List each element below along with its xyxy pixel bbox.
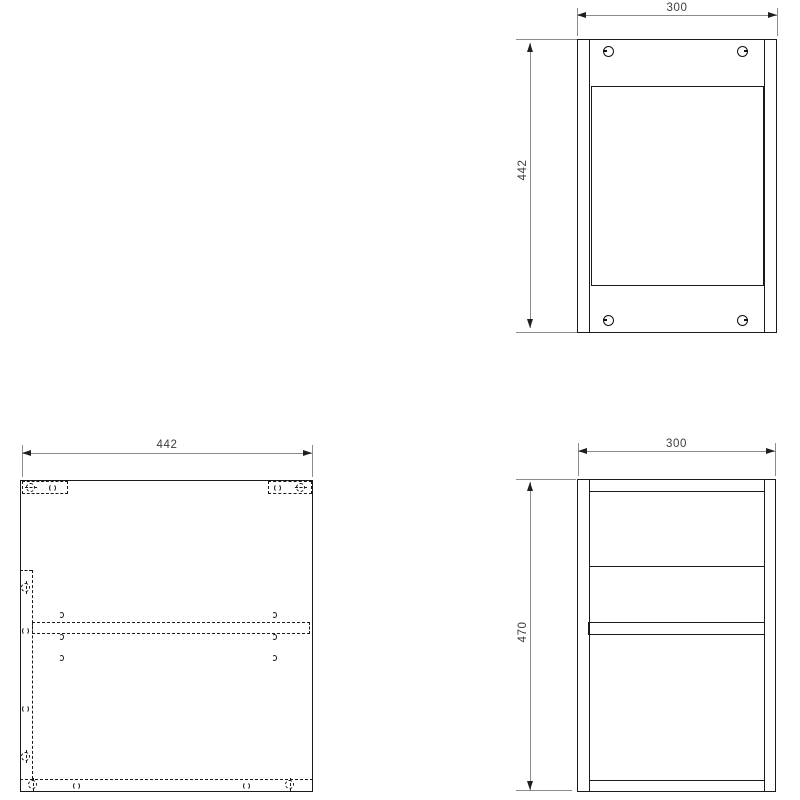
hidden-left-stile-line <box>32 570 33 779</box>
hidden-bottom-rail-line <box>20 779 313 780</box>
dowel-hole-icon <box>274 484 281 492</box>
dowel-hole-icon <box>243 782 250 790</box>
front-right-side-edge <box>764 39 765 333</box>
side-outline <box>577 479 776 792</box>
dimension-arrow-icon <box>527 319 533 328</box>
cam-lock-icon <box>21 752 30 761</box>
extension-line <box>516 39 577 40</box>
dimension-arrow-icon <box>527 482 533 491</box>
side-bottom-panel-line <box>590 780 764 781</box>
cam-lock-icon <box>28 780 37 789</box>
dimension-arrow-icon <box>527 43 533 52</box>
side-rail-line <box>590 566 764 567</box>
dimension-line <box>578 451 775 452</box>
screw-icon <box>737 315 748 326</box>
extension-line <box>516 332 577 333</box>
screw-icon <box>603 46 614 57</box>
pin-hole-icon <box>59 612 64 618</box>
dimension-label-front-height: 442 <box>517 159 529 181</box>
dimension-label-front-width: 300 <box>666 2 688 14</box>
cam-lock-icon <box>21 583 30 592</box>
dimension-line <box>530 482 531 790</box>
screw-icon <box>603 315 614 326</box>
side-back-edge <box>764 479 765 792</box>
dimension-line <box>577 15 777 16</box>
dowel-hole-icon <box>73 782 80 790</box>
pin-hole-icon <box>59 655 64 661</box>
cam-lock-icon <box>26 483 35 492</box>
pin-hole-icon <box>272 634 277 640</box>
cam-lock-icon <box>285 780 294 789</box>
side-top-panel-line <box>590 491 764 492</box>
dimension-label-side-width: 300 <box>666 438 687 450</box>
extension-line <box>516 790 572 791</box>
pin-hole-icon <box>272 655 277 661</box>
extension-line <box>777 8 778 36</box>
pin-hole-icon <box>59 634 64 640</box>
extension-line <box>775 443 776 476</box>
front-opening-outline <box>591 86 764 286</box>
pin-hole-icon <box>272 612 277 618</box>
dowel-hole-icon <box>22 627 29 635</box>
cam-lock-icon <box>296 483 305 492</box>
side-shelf-outline <box>588 622 765 635</box>
screw-slot <box>744 50 748 52</box>
dowel-hole-icon <box>49 484 56 492</box>
screw-slot <box>603 50 607 52</box>
screw-icon <box>737 46 748 57</box>
hidden-shelf-outline <box>32 622 310 634</box>
extension-line <box>312 445 313 477</box>
dimension-line <box>530 43 531 328</box>
side-front-edge <box>589 479 590 792</box>
dimension-label-plan-width: 442 <box>156 439 178 451</box>
screw-slot <box>603 319 607 321</box>
dowel-hole-icon <box>22 705 29 713</box>
dimension-label-side-height: 470 <box>517 621 529 643</box>
screw-slot <box>744 319 748 321</box>
dimension-line <box>22 453 312 454</box>
dimension-arrow-icon <box>527 781 533 790</box>
hidden-left-stile-cap <box>20 570 32 571</box>
extension-line <box>516 479 576 480</box>
